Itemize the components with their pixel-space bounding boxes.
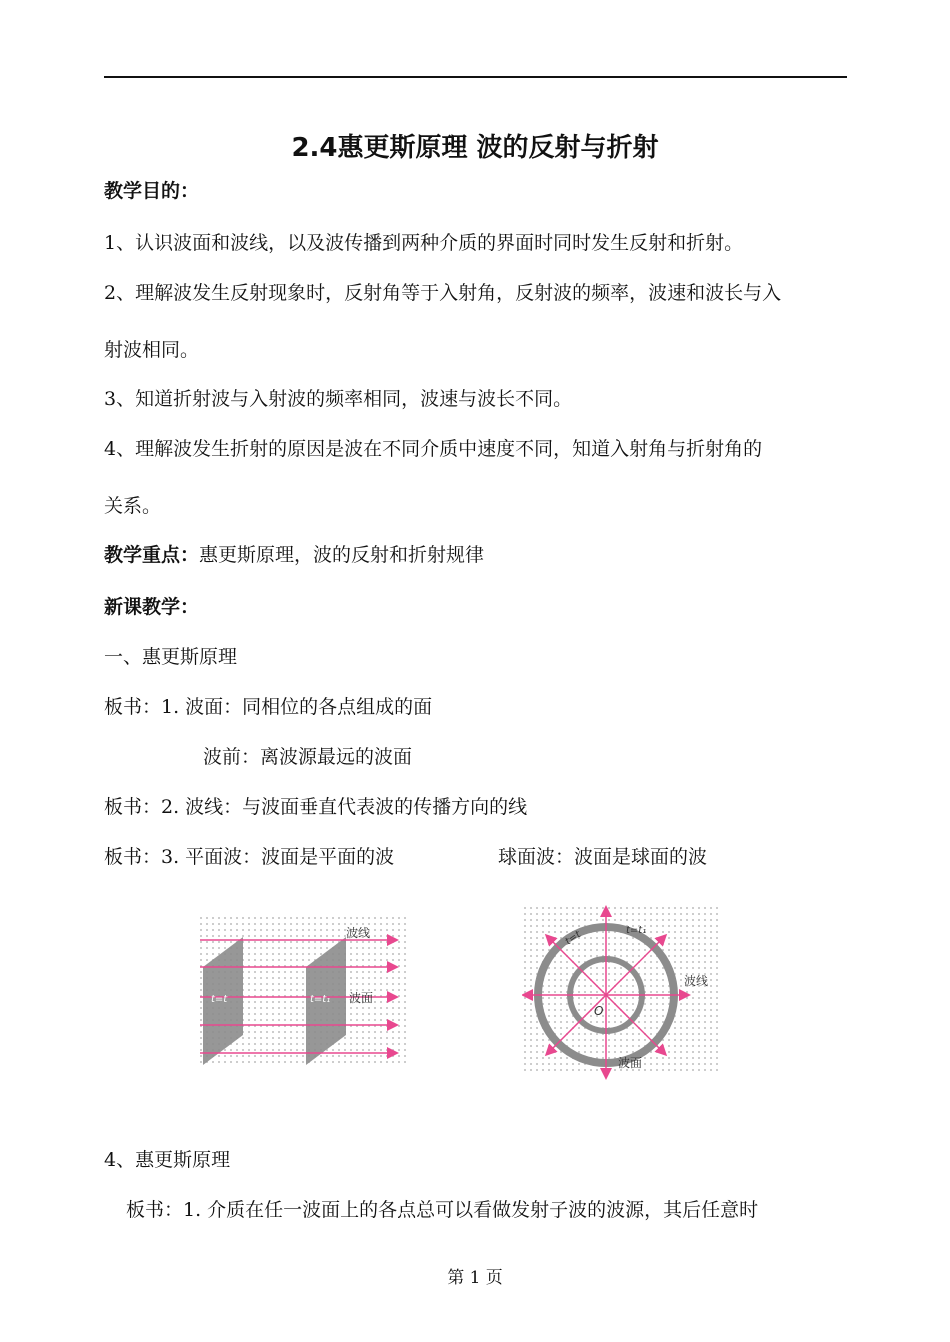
plane-t2-label: t=t₁ [310, 994, 331, 1005]
board-note-2: 板书：2. 波线：与波面垂直代表波的传播方向的线 [104, 796, 528, 818]
page-number: 第 1 页 [447, 1268, 503, 1288]
key-points [104, 540, 484, 567]
ray-upper-right [606, 936, 665, 995]
ray-upper-left [547, 936, 606, 995]
key-points-text: 惠更斯原理，波的反射和折射规律 [199, 544, 485, 566]
objective-2: 2、理解波发生反射现象时，反射角等于入射角，反射波的频率，波速和波长与入 [104, 282, 782, 304]
objectives-heading: 教学目的： [104, 180, 200, 202]
board-note-4: 板书：1. 介质在任一波面上的各点总可以看做发射子波的波源，其后任意时 [126, 1199, 759, 1221]
key-points-label: 教学重点： [104, 544, 200, 566]
plane-surface-label: 波面 [349, 991, 374, 1005]
board-note-1: 板书：1. 波面：同相位的各点组成的面 [104, 696, 433, 718]
header-rule [104, 76, 847, 78]
plane-wave-figure [198, 915, 406, 1065]
objective-1: 1、认识波面和波线，以及波传播到两种介质的界面时同时发生反射和折射。 [104, 232, 744, 254]
board-note-3b: 球面波：波面是球面的波 [498, 846, 708, 868]
sphere-surface-label: 波面 [618, 1056, 643, 1070]
spherical-wave-diagram [522, 905, 722, 1080]
sphere-inner-t-label: t=t [563, 929, 584, 948]
board-note-3a: 板书：3. 平面波：波面是平面的波 [104, 846, 395, 868]
plane-t1-label: t=t [211, 994, 228, 1005]
sphere-outer-t-label: t=t₁ [626, 925, 647, 936]
page-title: 2.4惠更斯原理 波的反射与折射 [291, 133, 659, 163]
objective-4-cont: 关系。 [104, 495, 162, 517]
board-note-1b: 波前：离波源最远的波面 [203, 746, 413, 768]
spherical-wave-figure [522, 905, 722, 1075]
plane-wave-diagram [198, 915, 406, 1065]
new-lesson-heading: 新课教学： [104, 596, 200, 618]
sphere-ray-label: 波线 [684, 974, 709, 988]
sphere-center-label: O [594, 1004, 604, 1018]
ray-lower-right [606, 995, 665, 1054]
plane-ray-label: 波线 [346, 926, 371, 940]
section-1-heading: 一、惠更斯原理 [104, 646, 238, 668]
objective-4: 4、理解波发生折射的原因是波在不同介质中速度不同，知道入射角与折射角的 [104, 438, 763, 460]
objective-2-cont: 射波相同。 [104, 339, 200, 361]
section-4-heading: 4、惠更斯原理 [104, 1149, 231, 1171]
objective-3: 3、知道折射波与入射波的频率相同，波速与波长不同。 [104, 388, 573, 410]
